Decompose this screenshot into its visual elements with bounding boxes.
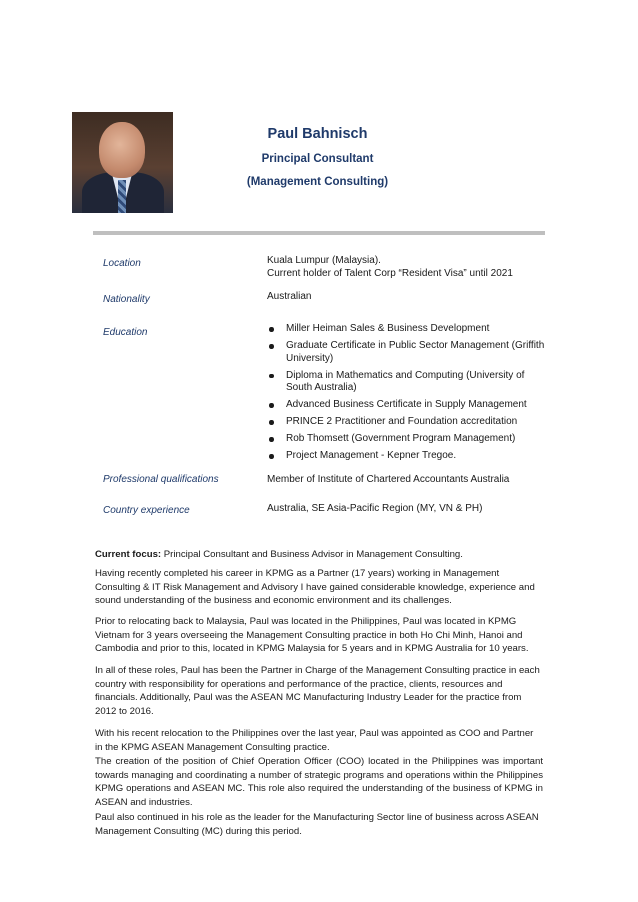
list-item: Miller Heiman Sales & Business Development: [267, 323, 545, 336]
current-focus-label: Current focus:: [95, 549, 162, 560]
current-focus: [95, 548, 543, 562]
nationality-value: Australian: [267, 291, 312, 302]
photo-tie: [118, 180, 126, 213]
list-item: PRINCE 2 Practitioner and Foundation accreditation: [267, 416, 545, 429]
current-focus-text: Principal Consultant and Business Advisor in Management Consulting.: [161, 549, 463, 560]
paragraph-5: The creation of the position of Chief Operation Officer (COO) located in the Philippines was important towards managing and coordinating a number of strategic programs and operations within the Philippines KPMG operations and ASEAN MC. This role also required the understanding of the business of KPMG in ASEAN and industries.: [95, 756, 543, 808]
list-item: Project Management - Kepner Tregoe.: [267, 450, 545, 463]
list-item: Rob Thomsett (Government Program Management): [267, 433, 545, 446]
person-department: (Management Consulting): [246, 176, 389, 188]
paragraph-6: Paul also continued in his role as the leader for the Manufacturing Sector line of business across ASEAN Management Consulting (MC) during this period.: [95, 812, 539, 837]
education-label: Education: [103, 327, 148, 338]
person-role: Principal Consultant: [261, 153, 374, 165]
nationality-label: Nationality: [103, 294, 150, 305]
paragraph-1: Having recently completed his career in KPMG as a Partner (17 years) working in Management Consulting & IT Risk Management and Advisory I have gained considerable knowledge, experience and sound understanding of the business and economic environment and its challenges.: [95, 568, 535, 607]
person-name: Paul Bahnisch: [267, 126, 368, 142]
location-line-1: Kuala Lumpur (Malaysia).: [267, 255, 381, 266]
list-item: Graduate Certificate in Public Sector Management (Griffith University): [267, 340, 545, 365]
location-line-2: Current holder of Talent Corp “Resident Visa” until 2021: [267, 267, 513, 279]
qualifications-value: Member of Institute of Chartered Accountants Australia: [267, 474, 510, 485]
education-list: [267, 323, 545, 467]
qualifications-label: Professional qualifications: [103, 474, 219, 485]
photo-head: [99, 122, 145, 178]
paragraph-4: With his recent relocation to the Philippines over the last year, Paul was appointed as COO and Partner in the KPMG ASEAN Management Consulting practice.: [95, 728, 534, 753]
section-divider: [93, 231, 545, 235]
country-value: Australia, SE Asia-Pacific Region (MY, VN & PH): [267, 503, 483, 514]
country-label: Country experience: [103, 505, 190, 516]
paragraph-3: In all of these roles, Paul has been the Partner in Charge of the Management Consulting practice in each country with responsibility for operations and performance of the practice, clients, resources and financials. Additionally, Paul was the ASEAN MC Manufacturing Industry Leader for the practice from 2012 to 2016.: [95, 665, 540, 717]
location-label: Location: [103, 258, 141, 269]
list-item: Diploma in Mathematics and Computing (University of South Australia): [267, 370, 545, 395]
profile-photo: [72, 112, 173, 213]
list-item: Advanced Business Certificate in Supply Management: [267, 399, 545, 412]
paragraph-2: Prior to relocating back to Malaysia, Paul was located in the Philippines, Paul was located in KPMG Vietnam for 3 years overseeing the Management Consulting practice in both Ho Chi Minh, Hanoi and Cambodia and prior to this, located in KPMG Malaysia for 5 years and in KPMG Australia for 10 years.: [95, 616, 529, 655]
location-value: [267, 255, 542, 280]
